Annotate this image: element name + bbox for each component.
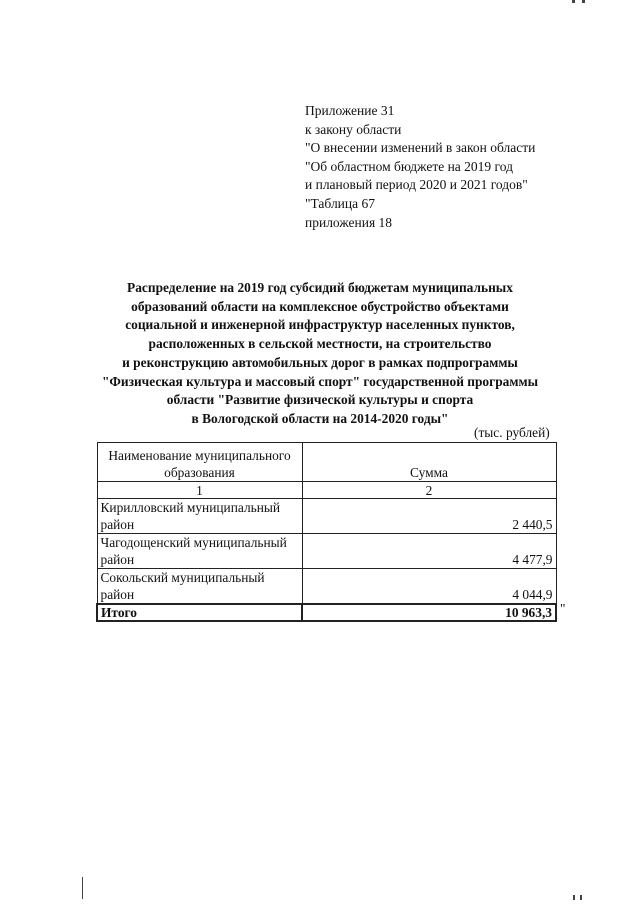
title-line: расположенных в сельской местности, на строительство xyxy=(148,336,492,352)
header-amount: Сумма xyxy=(302,443,556,482)
district-amount: 2 440,5 xyxy=(302,499,556,534)
scan-mark-left xyxy=(82,877,83,899)
table-row xyxy=(97,499,556,534)
appendix-line: "Таблица 67 xyxy=(305,195,375,211)
column-number: 2 xyxy=(302,482,556,499)
column-number-row xyxy=(97,482,556,499)
district-name: Кирилловский муниципальный район xyxy=(97,499,302,534)
closing-quote: " xyxy=(560,601,566,616)
title-line: образований области на комплексное обустройство объектами xyxy=(131,298,509,314)
unit-label: (тыс. рублей) xyxy=(474,425,550,440)
column-number: 1 xyxy=(97,482,302,499)
appendix-line: "О внесении изменений в закон области xyxy=(305,140,536,156)
subsidy-table xyxy=(96,442,557,622)
district-amount: 4 477,9 xyxy=(302,534,556,569)
scan-mark-top xyxy=(572,0,575,3)
table-header-row xyxy=(97,443,556,482)
header-name: Наименование муниципального образования xyxy=(97,443,302,482)
total-amount: 10 963,3 xyxy=(302,604,556,621)
appendix-line: и плановый период 2020 и 2021 годов" xyxy=(305,177,528,193)
table-row xyxy=(97,569,556,605)
title-line: "Физическая культура и массовый спорт" государственной программы xyxy=(101,373,539,389)
table-row xyxy=(97,534,556,569)
title-line: и реконструкцию автомобильных дорог в рамках подпрограммы xyxy=(122,354,518,370)
total-label: Итого xyxy=(97,604,302,621)
scan-mark-bottom xyxy=(573,895,575,900)
appendix-line: Приложение 31 xyxy=(305,103,395,118)
title-line: в Вологодской области на 2014-2020 годы" xyxy=(191,410,449,426)
scan-mark-top xyxy=(582,0,585,3)
scan-mark-bottom xyxy=(580,895,582,900)
total-row xyxy=(97,604,556,621)
appendix-header xyxy=(305,102,535,232)
appendix-line: к закону области xyxy=(305,121,402,137)
title-line: Распределение на 2019 год субсидий бюджетам муниципальных xyxy=(127,280,513,295)
document-title xyxy=(90,279,550,429)
appendix-line: "Об областном бюджете на 2019 год xyxy=(305,158,513,174)
title-line: социальной и инженерной инфраструктур населенных пунктов, xyxy=(125,317,515,333)
district-name: Чагодощенский муниципальный район xyxy=(97,534,302,569)
title-line: области "Развитие физической культуры и спорта xyxy=(166,392,474,408)
district-name: Сокольский муниципальный район xyxy=(97,569,302,605)
appendix-line: приложения 18 xyxy=(305,214,393,230)
district-amount: 4 044,9 xyxy=(302,569,556,605)
